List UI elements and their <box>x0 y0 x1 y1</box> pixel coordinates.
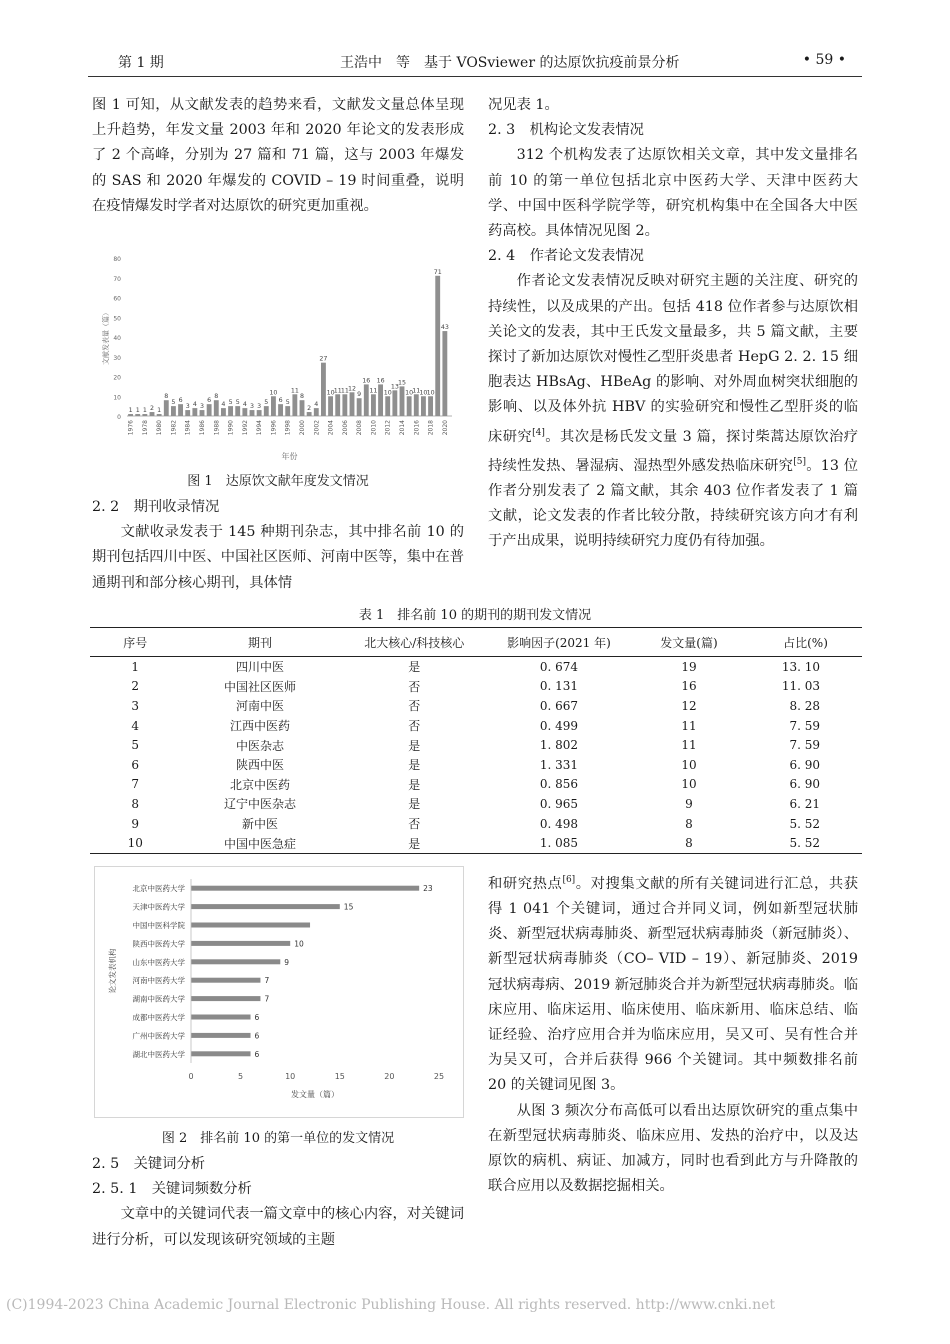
table-cell: 否 <box>408 719 421 734</box>
category-label: 成都中医药大学 <box>132 1013 185 1022</box>
bar-value-label: 23 <box>423 884 433 894</box>
table-cell: 5. 52 <box>749 833 862 853</box>
header-rule <box>88 76 862 77</box>
table-cell: 7 <box>131 777 140 792</box>
bar-value-label: 2 <box>149 405 155 413</box>
bar-value-label: 11 <box>333 387 342 395</box>
table-cell: 13. 10 <box>781 659 820 674</box>
category-label: 中国中医科学院 <box>132 921 185 930</box>
bar-value-label: 3 <box>199 403 205 411</box>
bar-value-label: 11 <box>340 387 349 395</box>
table-cell: 0. 667 <box>539 698 579 713</box>
text-run: 。13 位作者分别发表了 2 篇文献，其余 403 位作者发表了 1 篇文献，论文发表的作者比较分散，持续研究该方向才有利于产出成果，说明持续研究力度仍有待加强。 <box>488 457 858 549</box>
bar-value-label: 6 <box>207 397 212 405</box>
table-cell: 9 <box>131 816 140 831</box>
bar <box>171 406 176 416</box>
bar-value-label: 1 <box>142 407 147 415</box>
bar-value-label: 9 <box>284 957 290 967</box>
bar-value-label: 3 <box>249 403 255 411</box>
x-tick-label: 1992 <box>241 420 249 436</box>
left-column-top <box>92 93 464 219</box>
bar <box>242 408 247 416</box>
x-tick-label: 1984 <box>184 420 192 436</box>
table-cell: 是 <box>408 660 421 675</box>
table-cell: 7. 59 <box>789 718 820 733</box>
bar <box>191 923 310 928</box>
x-tick-label: 1982 <box>170 420 178 436</box>
bar <box>357 398 362 416</box>
x-tick-label: 15 <box>334 1072 345 1081</box>
bar-value-label: 5 <box>235 399 240 407</box>
table-row <box>90 657 862 677</box>
bar <box>285 406 290 416</box>
table-cell: 中医杂志 <box>236 738 285 753</box>
bar <box>191 1051 251 1056</box>
bar <box>271 396 276 416</box>
bar-value-label: 43 <box>440 324 449 332</box>
y-tick-label: 30 <box>113 354 121 362</box>
bar-value-label: 10 <box>326 389 335 397</box>
y-tick-label: 70 <box>113 275 121 283</box>
text-run: 作者论文发表情况反映对研究主题的关注度、研究的持续性，以及成果的产出。包括 418 位作者参与达原饮相关论文的发表，其中王氏发文量最多，共 5 篇文献，主要探讨了新加达原饮对慢性乙型肝炎患者 HepG 2. 2. 15 细胞表达 HBsAg、HBeAg 的影响、对外周血树突状细胞的影响、以及体外抗 HBV 的实验研究和慢性乙型肝炎的临床研究 <box>488 273 858 445</box>
table-cell: 11. 03 <box>781 679 820 694</box>
bar <box>178 404 183 416</box>
text-run: 。对搜集文献的所有关键词进行汇总，共获得 1 041 个关键词，通过合并同义词，例如新型冠状肺炎、新型冠状病毒肺炎、新型冠状病毒肺炎（新冠肺炎）、新型冠状病毒肺炎（CO– VID – 19）、新冠肺炎、2019 冠状病毒病、2019 新冠肺炎合并为新型冠状病毒肺炎。临床应用、临床运用、临床使用、临床新用、临床总结、临证经验、治疗应用合并为临床应用，吴又可、吴有性合并为吴又可，合并后获得 966 个关键词。其中频数排名前 20 的关键词见图 3。 <box>488 875 859 1094</box>
table-cell: 1 <box>131 659 140 674</box>
x-tick-label: 1978 <box>141 420 149 436</box>
bar-value-label: 6 <box>278 397 283 405</box>
bar <box>192 408 197 416</box>
column-header: 北大核心/科技核心 <box>340 628 489 657</box>
bar-value-label: 27 <box>319 355 328 363</box>
bar <box>400 386 405 416</box>
table-cell: 12 <box>681 698 697 713</box>
citation-4: [4] <box>532 427 545 438</box>
bar <box>250 410 255 416</box>
bar <box>164 400 169 416</box>
x-tick-label: 2018 <box>427 420 435 436</box>
figure-2-frame <box>94 866 464 1118</box>
bar <box>264 406 269 416</box>
table-cell: 四川中医 <box>236 660 285 675</box>
x-axis-title: 年份 <box>281 452 298 461</box>
bar-value-label: 4 <box>221 401 226 409</box>
bar <box>191 1015 251 1020</box>
figure-2-caption: 图 2 排名前 10 的第一单位的发文情况 <box>161 1131 395 1146</box>
section-2-3-paragraph: 312 个机构发表了达原饮相关文章，其中发文量排名前 10 的第一单位包括北京中医药大学、天津中医药大学、中国中医科学院学等，研究机构集中在全国各大中医药高校。具体情况见图 2。 <box>488 147 858 240</box>
bar <box>292 394 297 416</box>
bar <box>150 412 155 416</box>
bar <box>191 886 419 891</box>
column-header: 发文量(篇) <box>629 628 749 657</box>
x-tick-label: 2016 <box>413 420 421 436</box>
table-cell: 陕西中医 <box>236 758 285 773</box>
continuation-text: 况见表 1。 <box>488 97 559 113</box>
table-cell: 0. 498 <box>539 816 579 831</box>
table-cell: 6. 90 <box>789 757 820 772</box>
bar <box>214 400 219 416</box>
table-cell: 8. 28 <box>789 698 820 713</box>
bar-value-label: 10 <box>405 389 414 397</box>
x-tick-label: 1986 <box>199 420 206 436</box>
table-row <box>90 755 862 775</box>
table-header-row <box>90 628 862 657</box>
bar <box>157 414 162 416</box>
bar <box>328 396 333 416</box>
x-tick-label: 2014 <box>399 420 406 436</box>
column-header: 期刊 <box>181 628 340 657</box>
category-label: 湖北中医药大学 <box>132 1049 185 1059</box>
bar <box>364 384 369 416</box>
x-tick-label: 2012 <box>384 420 392 436</box>
bar <box>191 941 290 946</box>
text-run: 。其次是杨氏发文量 3 篇，探讨柴蒿达原饮治疗持续性发热、暑湿病、湿热型外感发热临床研究 <box>488 428 859 474</box>
table-cell: 9 <box>685 796 693 811</box>
figure-2-institutions-chart <box>95 867 463 1117</box>
table-cell: 4 <box>131 718 140 733</box>
category-label: 陕西中医药大学 <box>132 939 185 949</box>
section-2-3-heading: 2. 3 机构论文发表情况 <box>488 122 644 139</box>
bar <box>191 904 340 909</box>
paragraph-trend: 图 1 可知，从文献发表的趋势来看，文献发文量总体呈现上升趋势，年发文量 2003 年和 2020 年论文的发表形成了 2 个高峰，分别为 27 篇和 71 篇，这与 2003 年爆发的 SAS 和 2020 年爆发的 COVID – 19 时间重叠，说明在疫情爆发时学者对达原饮的研究更加重视。 <box>92 97 464 214</box>
y-axis-title: 论文发表机构 <box>108 948 117 994</box>
category-label: 北京中医药大学 <box>132 884 185 894</box>
x-tick-label: 2002 <box>313 420 321 436</box>
bar <box>350 392 355 416</box>
table-cell: 19 <box>681 659 697 674</box>
y-axis-title: 文献发表量（篇） <box>102 309 110 365</box>
bar-value-label: 1 <box>157 407 162 415</box>
running-title: 王浩中 等 基于 VOSviewer 的达原饮抗疫前景分析 <box>340 55 680 71</box>
bar-value-label: 11 <box>369 387 378 395</box>
bar-value-label: 15 <box>397 379 407 387</box>
section-2-4-paragraph <box>488 269 858 554</box>
bar <box>191 959 280 964</box>
bar <box>278 404 283 416</box>
x-tick-label: 0 <box>188 1072 194 1081</box>
bar <box>300 400 305 416</box>
citation-5: [5] <box>793 456 806 467</box>
y-tick-label: 50 <box>113 315 121 323</box>
bar <box>200 410 205 416</box>
table-cell: 11 <box>681 718 697 733</box>
bar-value-label: 13 <box>390 383 399 391</box>
category-label: 广州中医药大学 <box>132 1031 185 1041</box>
x-tick-label: 5 <box>238 1072 244 1081</box>
bar <box>414 394 419 416</box>
bar-value-label: 9 <box>357 391 362 399</box>
table-cell: 8 <box>685 816 693 831</box>
table-cell: 10 <box>681 757 697 772</box>
table-row <box>90 696 862 716</box>
bar <box>314 408 319 416</box>
bar-value-label: 10 <box>419 389 428 397</box>
bar-value-label: 10 <box>426 389 435 397</box>
x-tick-label: 1994 <box>256 420 264 436</box>
x-tick-label: 1980 <box>156 420 164 436</box>
bar-value-label: 10 <box>383 389 392 397</box>
table-cell: 是 <box>340 833 489 853</box>
bar-value-label: 6 <box>254 1049 260 1059</box>
bar <box>407 396 412 416</box>
table-cell: 河南中医 <box>236 699 285 714</box>
bar-value-label: 4 <box>192 401 197 409</box>
category-label: 山东中医药大学 <box>132 957 185 967</box>
bar-value-label: 6 <box>254 1013 260 1022</box>
table-cell: 中国社区医师 <box>224 679 297 694</box>
section-2-2-heading: 2. 2 期刊收录情况 <box>92 499 220 515</box>
table-cell: 否 <box>408 679 421 694</box>
table-cell: 0. 965 <box>539 796 579 811</box>
x-tick-label: 1990 <box>227 420 235 436</box>
bar-value-label: 5 <box>228 399 233 407</box>
table-row <box>90 794 862 814</box>
figure-1-annual-publications-chart <box>100 248 460 468</box>
table-cell: 0. 131 <box>539 679 579 694</box>
bar-value-label: 2 <box>307 405 312 413</box>
table-row <box>90 677 862 697</box>
bar <box>392 390 397 416</box>
table-cell: 1. 085 <box>489 833 629 853</box>
x-tick-label: 2020 <box>441 420 449 436</box>
table-cell: 6. 90 <box>789 777 820 792</box>
y-tick-label: 20 <box>113 374 121 382</box>
bar <box>191 1033 251 1038</box>
column-header: 序号 <box>90 628 181 657</box>
x-tick-label: 20 <box>384 1072 395 1081</box>
x-tick-label: 1998 <box>284 420 292 436</box>
bar <box>207 404 212 416</box>
x-tick-label: 2000 <box>299 420 306 436</box>
section-2-5-1-paragraph: 文章中的关键词代表一篇文章中的核心内容，对关键词进行分析，可以发现该研究领域的主题 <box>92 1206 464 1248</box>
x-tick-label: 2004 <box>327 420 335 436</box>
bar <box>191 978 260 983</box>
x-tick-label: 2006 <box>341 420 349 436</box>
table-1-journals <box>90 627 862 854</box>
bar-value-label: 4 <box>314 401 319 409</box>
table-cell: 1. 802 <box>539 738 579 753</box>
bar-value-label: 5 <box>285 399 290 407</box>
bar <box>128 414 133 416</box>
table-cell: 10 <box>90 833 181 853</box>
right-column-bottom <box>488 868 858 1199</box>
table-cell: 3 <box>131 698 140 713</box>
y-tick-label: 60 <box>113 295 121 303</box>
table-row <box>90 735 862 755</box>
bar <box>221 408 226 416</box>
copyright-footer: (C)1994-2023 China Academic Journal Electronic Publishing House. All rights reserved. http://www.cnki.net <box>6 1297 776 1313</box>
bar <box>257 410 262 416</box>
table-cell: 否 <box>408 817 421 832</box>
y-tick-label: 40 <box>113 335 121 342</box>
category-label: 河南中医药大学 <box>132 976 185 986</box>
bar-value-label: 16 <box>362 377 371 385</box>
table-cell: 5 <box>131 738 140 753</box>
bar-value-label: 71 <box>433 268 442 276</box>
x-tick-label: 2008 <box>356 420 364 436</box>
x-tick-label: 1976 <box>127 420 135 436</box>
table-cell: 8 <box>131 796 140 811</box>
bar <box>342 394 347 416</box>
section-2-5 <box>92 1152 464 1253</box>
bar-value-label: 7 <box>264 976 270 986</box>
column-header: 占比(%) <box>749 628 862 657</box>
table-cell: 1. 331 <box>539 757 579 772</box>
bar <box>228 406 233 416</box>
figure-1-caption: 图 1 达原饮文献年度发文情况 <box>187 474 369 489</box>
bar <box>435 276 440 416</box>
category-label: 湖南中医药大学 <box>132 994 185 1004</box>
bar-value-label: 7 <box>264 994 270 1004</box>
bar <box>185 410 190 416</box>
table-cell: 5. 52 <box>789 816 820 831</box>
table-cell: 2 <box>131 679 140 694</box>
table-cell: 江西中医药 <box>230 719 291 734</box>
category-label: 天津中医药大学 <box>132 902 185 912</box>
bar <box>335 394 340 416</box>
x-tick-label: 10 <box>285 1072 296 1081</box>
table-cell: 0. 674 <box>539 659 579 674</box>
table-1-caption: 表 1 排名前 10 的期刊的期刊发文情况 <box>358 608 592 623</box>
y-tick-label: 10 <box>113 394 121 402</box>
x-axis-title: 发文量（篇） <box>291 1090 339 1099</box>
table-cell: 否 <box>408 699 421 714</box>
section-2-5-heading: 2. 5 关键词分析 <box>92 1156 206 1172</box>
table-cell: 7. 59 <box>789 738 820 753</box>
table-row <box>90 716 862 736</box>
table-cell: 是 <box>408 797 421 812</box>
bar-value-label: 8 <box>299 393 305 401</box>
issue-number: 第 1 期 <box>118 55 164 71</box>
section-2-2 <box>92 495 464 596</box>
bar-value-label: 16 <box>376 377 385 385</box>
bar <box>191 996 260 1001</box>
bar <box>371 394 376 416</box>
bar-value-label: 1 <box>135 407 140 415</box>
table-cell: 新中医 <box>242 817 279 832</box>
bar-value-label: 8 <box>164 393 169 401</box>
bar-value-label: 11 <box>412 387 421 395</box>
x-tick-label: 1988 <box>213 420 221 436</box>
bar-value-label: 5 <box>264 399 269 407</box>
bar-value-label: 15 <box>343 902 354 912</box>
bar-value-label: 4 <box>242 401 247 409</box>
table-cell: 11 <box>681 738 697 753</box>
table-cell: 中国中医急症 <box>181 833 340 853</box>
table-cell: 0. 856 <box>539 777 579 792</box>
bar <box>321 363 326 416</box>
table-cell: 是 <box>408 738 421 753</box>
table-cell: 16 <box>681 679 697 694</box>
right-column-top <box>488 93 858 554</box>
table-cell: 辽宁中医杂志 <box>224 797 297 812</box>
table-cell: 是 <box>408 777 421 792</box>
bar-value-label: 12 <box>347 385 357 393</box>
bar <box>142 414 147 416</box>
bar <box>421 396 426 416</box>
bar-value-label: 3 <box>185 403 190 411</box>
table-cell: 10 <box>681 777 697 792</box>
citation-6: [6] <box>562 875 576 885</box>
bar-value-label: 3 <box>257 403 262 411</box>
table-cell: 6. 21 <box>789 796 820 811</box>
table-cell: 6 <box>131 757 140 772</box>
bar <box>378 384 383 416</box>
bar-value-label: 6 <box>254 1031 260 1041</box>
text-run: 和研究热点 <box>488 875 563 892</box>
section-2-5-1-heading: 2. 5. 1 关键词频数分析 <box>92 1181 252 1198</box>
bar-value-label: 8 <box>214 393 219 401</box>
section-2-4-heading: 2. 4 作者论文发表情况 <box>488 248 644 265</box>
bar-value-label: 5 <box>171 399 176 407</box>
table-row <box>90 775 862 795</box>
bar <box>385 396 390 416</box>
bar-value-label: 10 <box>294 939 304 949</box>
bar <box>135 414 140 416</box>
table-cell: 是 <box>408 758 421 773</box>
x-tick-label: 25 <box>433 1072 445 1081</box>
bar <box>235 406 240 416</box>
page-number: • 59 • <box>802 52 846 68</box>
bar <box>428 396 433 416</box>
y-tick-label: 0 <box>117 414 121 421</box>
x-tick-label: 2010 <box>370 420 378 436</box>
keyword-paragraph <box>488 868 858 1099</box>
bar-value-label: 11 <box>290 387 299 395</box>
x-tick-label: 1996 <box>270 420 278 436</box>
table-row <box>90 833 862 853</box>
bar <box>307 412 312 416</box>
table-cell: 0. 499 <box>539 718 579 733</box>
running-header <box>0 52 950 74</box>
table-cell: 北京中医药 <box>230 777 291 792</box>
y-tick-label: 80 <box>113 256 121 263</box>
table-cell: 8 <box>629 833 749 853</box>
section-2-2-paragraph: 文献收录发表于 145 种期刊杂志，其中排名前 10 的期刊包括四川中医、中国社区医师、河南中医等，集中在普通期刊和部分核心期刊，具体情 <box>92 524 464 591</box>
column-header: 影响因子(2021 年) <box>489 628 629 657</box>
table-row <box>90 814 862 834</box>
keyword-conclusion-paragraph: 从图 3 频次分布高低可以看出达原饮研究的重点集中在新型冠状病毒肺炎、临床应用、发热的治疗中，以及达原饮的病机、病证、加减方，同时也看到此方与升降散的联合应用以及数据挖掘相关。 <box>488 1102 858 1195</box>
bar-value-label: 1 <box>128 407 133 415</box>
bar-value-label: 10 <box>269 389 278 397</box>
bar <box>442 331 447 416</box>
bar-value-label: 6 <box>178 397 183 405</box>
